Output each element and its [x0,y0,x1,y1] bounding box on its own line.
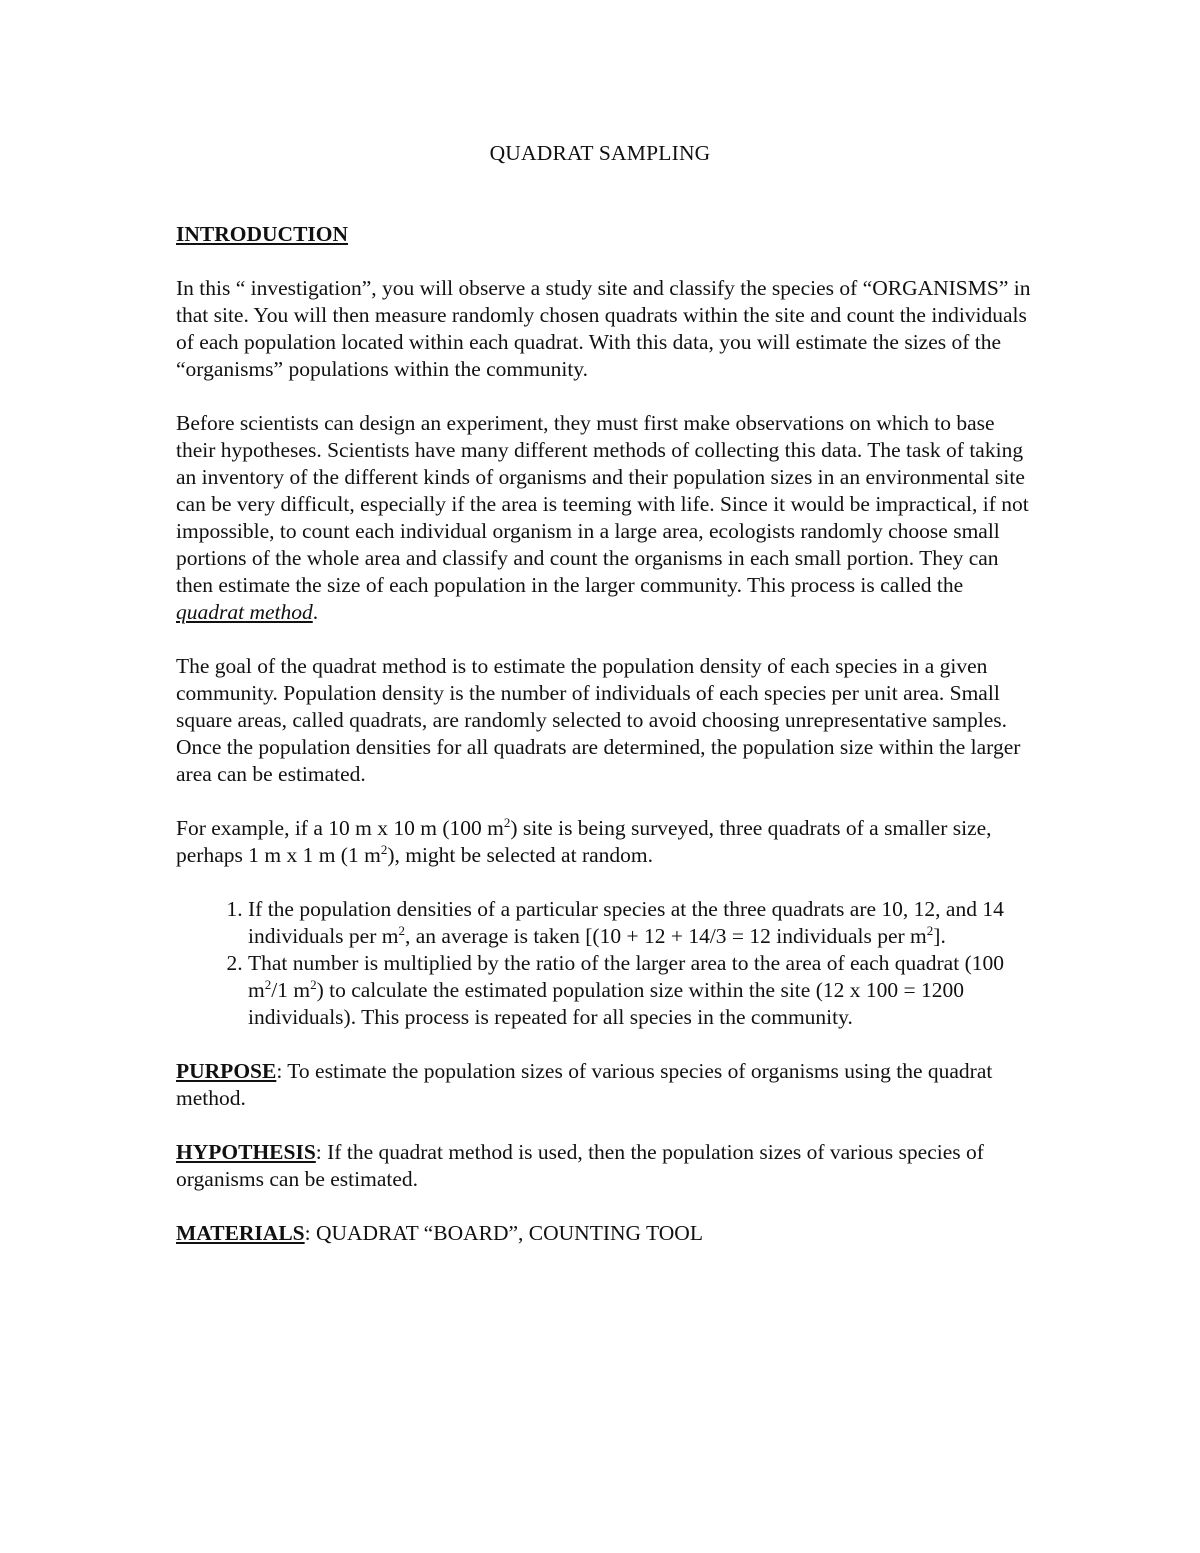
para4-text-a: For example, if a 10 m x 10 m (100 m [176,816,504,840]
document-title: QUADRAT SAMPLING [489,141,711,165]
superscript-2: 2 [503,814,511,830]
quadrat-method-term: quadrat method [176,600,313,624]
step-1-text-a: If the population densities of a particular species at the three quadrats are 10, 12, and 14 individuals per m [248,897,1004,948]
step-1-text-b: , an average is taken [(10 + 12 + 14/3 = 12 individuals per m [404,924,927,948]
superscript-2: 2 [264,976,272,992]
introduction-heading: INTRODUCTION [176,222,349,246]
superscript-2: 2 [310,976,317,992]
purpose-section [176,1058,1036,1112]
step-1-text-c: ]. [933,924,946,948]
intro-paragraph-4 [176,815,1036,869]
superscript-2: 2 [398,922,405,938]
materials-section [176,1220,1036,1247]
steps-list [176,896,1036,1031]
superscript-2: 2 [926,922,934,938]
para4-text-c: ), might be selected at random. [387,843,654,867]
document-page [176,140,1036,1274]
list-item [248,896,1036,950]
hypothesis-label: HYPOTHESIS [176,1140,316,1164]
step-2-text-c: ) to calculate the estimated population size within the site (12 x 100 = 1200 individuals). This process is repeated for all species in the community. [248,978,964,1029]
superscript-2: 2 [380,841,388,857]
para4-text-b: ) site is being surveyed, three quadrats of a smaller size, perhaps 1 m x 1 m (1 m [176,816,992,867]
intro-paragraph-1: In this “ investigation”, you will observe a study site and classify the species of “ORGANISMS” in that site. You will then measure randomly chosen quadrats within the site and count the individuals of each population located within each quadrat. With this data, you will estimate the sizes of the “organisms” populations within the community. [176,276,1031,381]
step-2-text-a: That number is multiplied by the ratio of the larger area to the area of each quadrat (100 m [248,951,1004,1002]
materials-label: MATERIALS [176,1221,305,1245]
intro-paragraph-2-text: Before scientists can design an experiment, they must first make observations on which to base their hypotheses. Scientists have many different methods of collecting this data. The task of taking an inventory of the different kinds of organisms and their population sizes in an environmental site can be very difficult, especially if the area is teeming with life. Since it would be impractical, if not impossible, to count each individual organism in a large area, ecologists randomly choose small portions of the whole area and classify and count the organisms in each small portion. They can then estimate the size of each population in the larger community. This process is called the [176,411,1029,597]
purpose-label: PURPOSE [176,1059,277,1083]
materials-text: : QUADRAT “BOARD”, COUNTING TOOL [304,1221,703,1245]
list-item [248,950,1036,1031]
hypothesis-text: : If the quadrat method is used, then the population sizes of various species of organisms can be estimated. [176,1140,984,1191]
intro-paragraph-2-end: . [312,600,319,624]
intro-paragraph-3: The goal of the quadrat method is to estimate the population density of each species in a given community. Population density is the number of individuals of each species per unit area. Small square areas, called quadrats, are randomly selected to avoid choosing unrepresentative samples. Once the population densities for all quadrats are determined, the population size within the larger area can be estimated. [176,654,1021,786]
step-2-text-b: /1 m [271,978,311,1002]
intro-paragraph-2 [176,410,1036,626]
purpose-text: : To estimate the population sizes of various species of organisms using the quadrat method. [176,1059,993,1110]
hypothesis-section [176,1139,1036,1193]
